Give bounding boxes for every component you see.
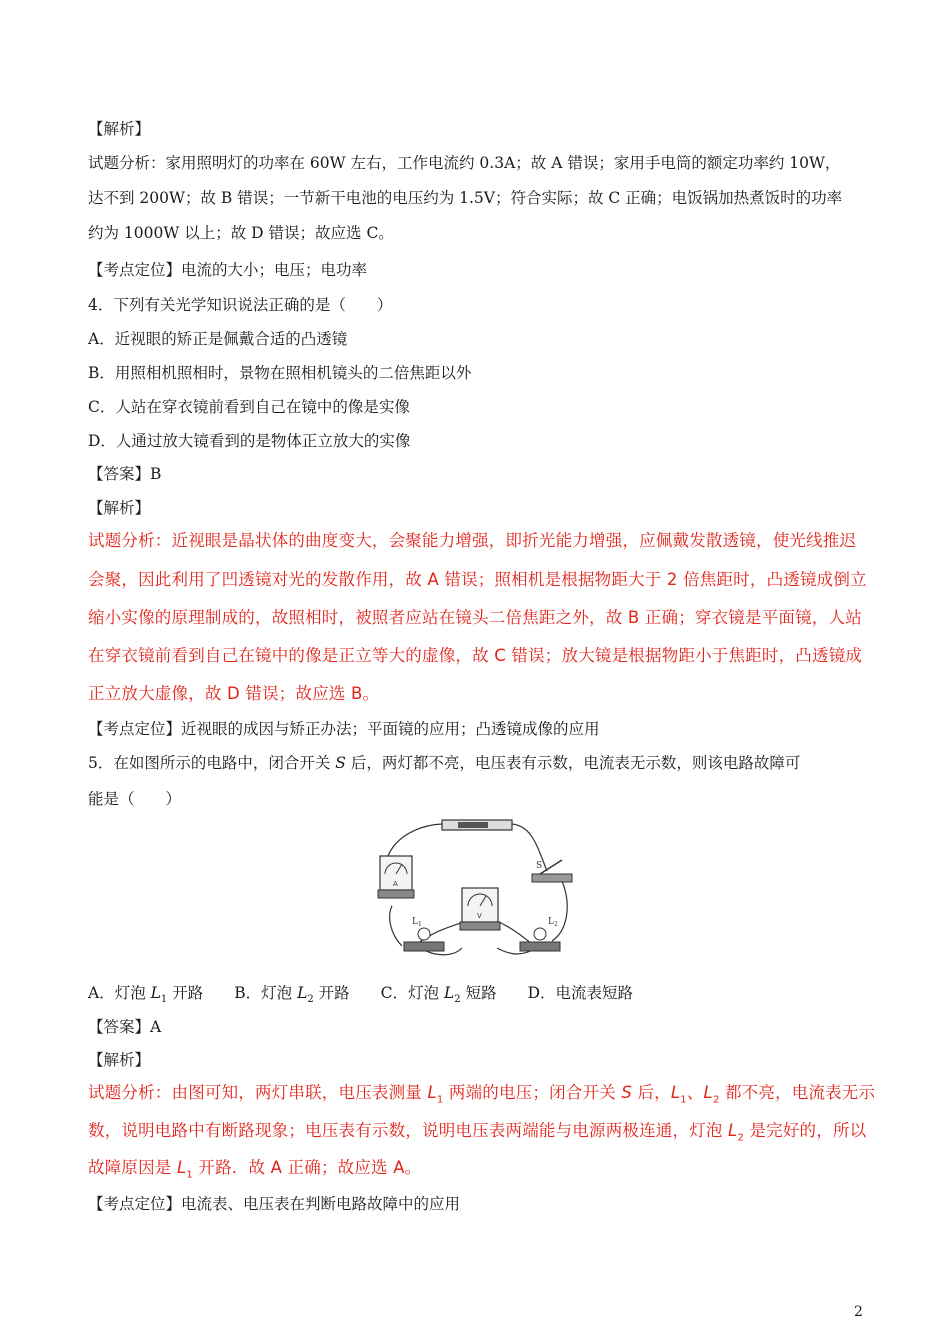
q4-option-b: B．用照相机照相时，景物在照相机镜头的二倍焦距以外 — [88, 364, 472, 382]
q5-option-d: D．电流表短路 — [527, 984, 634, 1002]
voltmeter-label: V — [477, 912, 482, 920]
q5-analysis-line: 故障原因是 $L_1$ 开路．故 A 正确；故应选 A。 — [88, 1158, 422, 1181]
battery-icon — [442, 820, 512, 830]
circuit-diagram — [372, 816, 582, 966]
q4-analysis-line: 试题分析：近视眼是晶状体的曲度变大，会聚能力增强，即折光能力增强，应佩戴发散透镜，使光线推迟 — [88, 531, 857, 550]
page-number: 2 — [854, 1304, 863, 1320]
q5-answer: 【答案】A — [88, 1018, 162, 1036]
ammeter-icon — [378, 856, 414, 898]
q5-option-b: B．灯泡 $L_2$ 开路 — [234, 984, 350, 1006]
analysis-line: 约为 1000W 以上；故 D 错误；故应选 C。 — [88, 224, 394, 242]
ammeter-label: A — [393, 880, 398, 888]
q4-kaodian: 【考点定位】近视眼的成因与矫正办法；平面镜的应用；凸透镜成像的应用 — [88, 720, 600, 738]
analysis-line: 达不到 200W；故 B 错误；一节新干电池的电压约为 1.5V；符合实际；故 C 正确；电饭锅加热煮饭时的功率 — [88, 189, 843, 207]
question-5-stem-2: 能是（ ） — [88, 790, 182, 808]
q4-analysis-line: 缩小实像的原理制成的，故照相时，被照者应站在镜头二倍焦距之外，故 B 正确；穿衣镜是平面镜，人站 — [88, 608, 862, 627]
bulb-l2-label: $L_2$ — [548, 917, 558, 928]
q4-option-c: C．人站在穿衣镜前看到自己在镜中的像是实像 — [88, 398, 410, 416]
question-4-stem: 4．下列有关光学知识说法正确的是（ ） — [88, 296, 393, 314]
q5-jiexi: 【解析】 — [88, 1051, 151, 1069]
q5-option-c: C．灯泡 $L_2$ 短路 — [380, 984, 497, 1006]
bulb-l1-icon — [404, 917, 444, 951]
q4-analysis-line: 在穿衣镜前看到自己在镜中的像是正立等大的虚像，故 C 错误；放大镜是根据物距小于焦距时，凸透镜成 — [88, 646, 863, 665]
q4-answer: 【答案】B — [88, 465, 162, 483]
q5-kaodian: 【考点定位】电流表、电压表在判断电路故障中的应用 — [88, 1195, 461, 1213]
q5-options — [88, 982, 633, 1011]
switch-icon — [532, 860, 572, 882]
q4-option-a: A．近视眼的矫正是佩戴合适的凸透镜 — [88, 330, 348, 348]
kaodian: 【考点定位】电流的大小；电压；电功率 — [88, 261, 368, 279]
q4-analysis-line: 正立放大虚像，故 D 错误；故应选 B。 — [88, 684, 380, 703]
voltmeter-icon — [460, 888, 500, 930]
q5-analysis-line: 试题分析：由图可知，两灯串联，电压表测量 $L_1$ 两端的电压；闭合开关 S 后，$L_1$、$L_2$ 都不亮，电流表无示 — [88, 1083, 876, 1106]
section-jiexi: 【解析】 — [88, 120, 151, 138]
q5-option-a: A．灯泡 $L_1$ 开路 — [88, 984, 204, 1006]
question-5-stem: 5．在如图所示的电路中，闭合开关 S 后，两灯都不亮，电压表有示数，电流表无示数，则该电路故障可 — [88, 754, 801, 772]
bulb-l2-icon — [520, 917, 560, 951]
q5-analysis-line: 数，说明电路中有断路现象；电压表有示数，说明电压表两端能与电源两极连通，灯泡 $L_2$ 是完好的，所以 — [88, 1121, 867, 1144]
q4-jiexi: 【解析】 — [88, 499, 151, 517]
switch-label: S — [536, 861, 543, 871]
q4-analysis-line: 会聚，因此利用了凹透镜对光的发散作用，故 A 错误；照相机是根据物距大于 2 倍焦距时，凸透镜成倒立 — [88, 570, 867, 589]
bulb-l1-label: $L_1$ — [412, 917, 422, 928]
analysis-line: 试题分析：家用照明灯的功率在 60W 左右，工作电流约 0.3A；故 A 错误；家用手电筒的额定功率约 10W， — [88, 154, 841, 172]
q4-option-d: D．人通过放大镜看到的是物体正立放大的实像 — [88, 432, 411, 450]
